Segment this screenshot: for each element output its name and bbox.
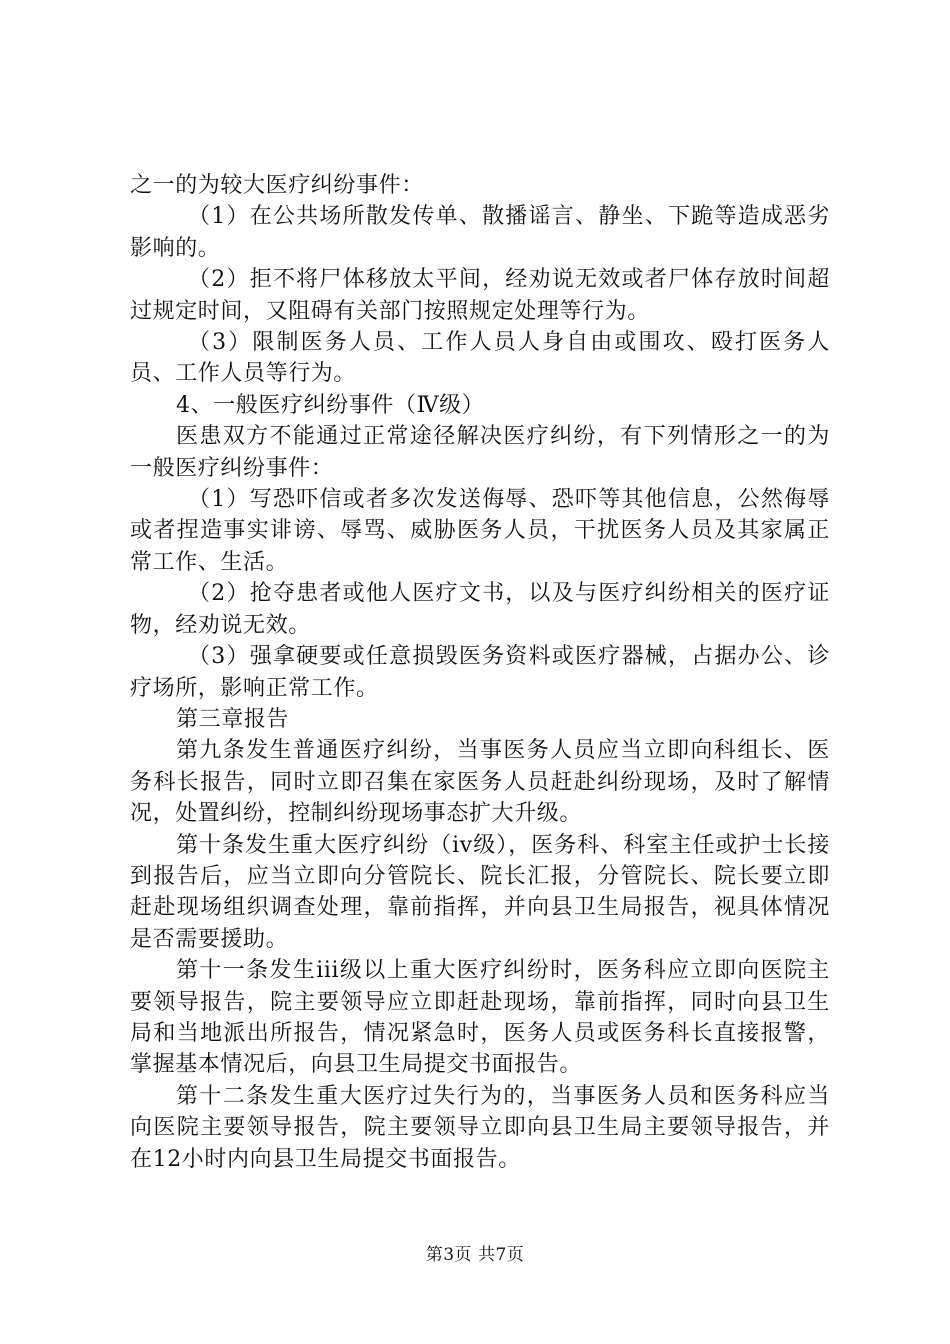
paragraph: （2）拒不将尸体移放太平间，经劝说无效或者尸体存放时间超过规定时间，又阻碍有关部门按照规定处理等行为。: [130, 267, 830, 324]
section-heading: 4、一般医疗纠纷事件（Ⅳ级）: [176, 392, 485, 418]
paragraph: （2）抢夺患者或他人医疗文书，以及与医疗纠纷相关的医疗证物，经劝说无效。: [130, 581, 830, 638]
document-body: [130, 170, 830, 1175]
paragraph: （3）强拿硬要或任意损毁医务资料或医疗器械，占据办公、诊疗场所，影响正常工作。: [130, 644, 830, 701]
paragraph: 医患双方不能通过正常途径解决医疗纠纷，有下列情形之一的为一般医疗纠纷事件：: [130, 424, 830, 481]
paragraph: （1）写恐吓信或者多次发送侮辱、恐吓等其他信息，公然侮辱或者捏造事实诽谤、辱骂、威胁医务人员，干扰医务人员及其家属正常工作、生活。: [130, 487, 830, 575]
paragraph: 第十条发生重大医疗纠纷（iv级），医务科、科室主任或护士长接到报告后，应当立即向分管院长、院长汇报，分管院长、院长要立即赶赴现场组织调查处理，靠前指挥，并向县卫生局报告，视具体情况是否需要援助。: [130, 832, 830, 952]
paragraph: （3）限制医务人员、工作人员人身自由或围攻、殴打医务人员、工作人员等行为。: [130, 330, 830, 387]
paragraph: 第十一条发生iii级以上重大医疗纠纷时，医务科应立即向医院主要领导报告，院主要领导应立即赶赴现场，靠前指挥，同时向县卫生局和当地派出所报告，情况紧急时，医务人员或医务科长直接报警，掌握基本情况后，向县卫生局提交书面报告。: [130, 958, 830, 1078]
page-number-footer: 第3页 共7页: [425, 1245, 525, 1265]
paragraph: 之一的为较大医疗纠纷事件：: [130, 173, 424, 198]
chapter-heading: 第三章报告: [176, 706, 290, 732]
paragraph: 第十二条发生重大医疗过失行为的，当事医务人员和医务科应当向医院主要领导报告，院主要领导立即向县卫生局主要领导报告，并在12小时内向县卫生局提交书面报告。: [130, 1083, 830, 1172]
paragraph: 第九条发生普通医疗纠纷，当事医务人员应当立即向科组长、医务科长报告，同时立即召集在家医务人员赶赴纠纷现场，及时了解情况，处置纠纷，控制纠纷现场事态扩大升级。: [130, 738, 830, 827]
paragraph: （1）在公共场所散发传单、散播谣言、静坐、下跪等造成恶劣影响的。: [130, 204, 830, 261]
